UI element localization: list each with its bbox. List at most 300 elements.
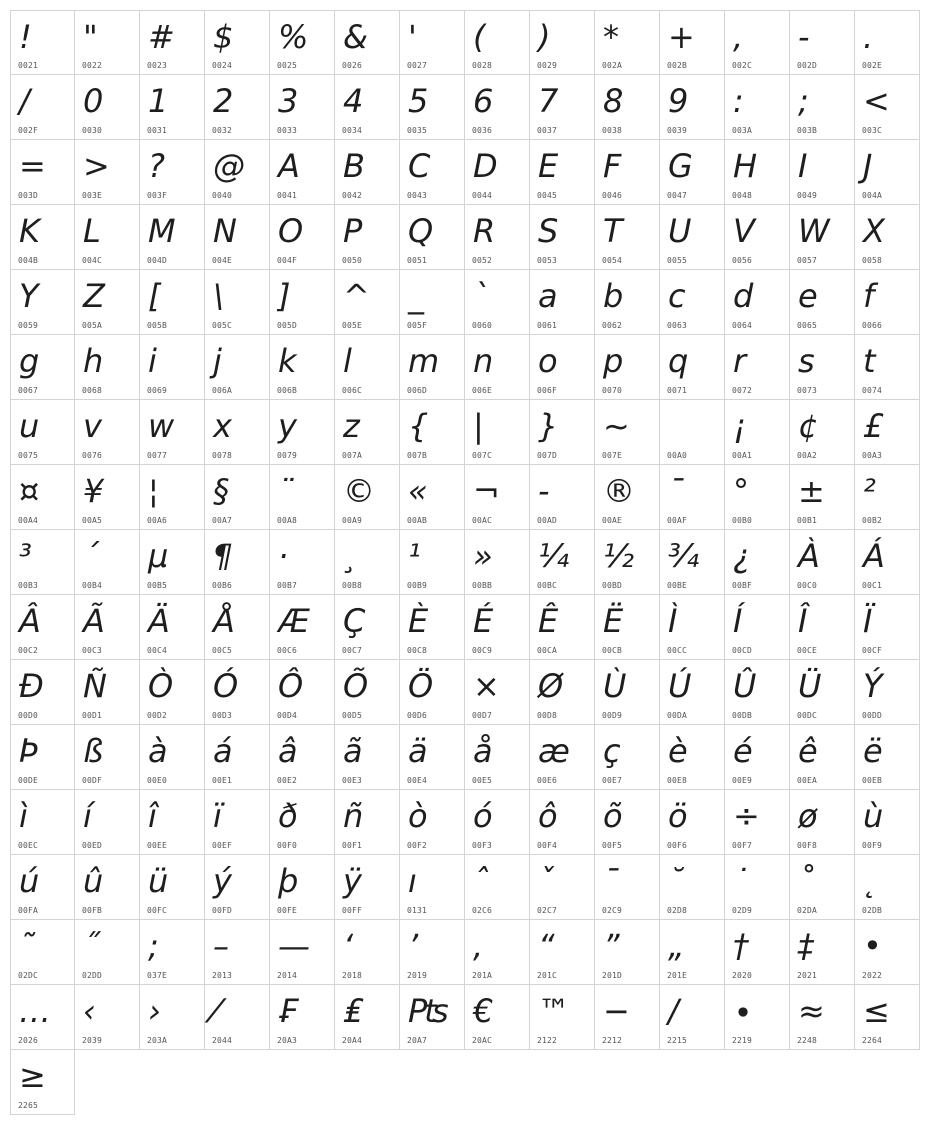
glyph-cell: [790, 205, 855, 270]
glyph-char: S: [538, 212, 559, 250]
glyph-cell: [790, 855, 855, 920]
glyph-char: Z: [83, 277, 105, 315]
glyph-cell: [270, 790, 335, 855]
glyph-cell: [660, 400, 725, 465]
glyph-cell: [335, 530, 400, 595]
glyph-codepoint: 00D6: [407, 711, 428, 720]
glyph-char: Ñ: [83, 667, 107, 705]
glyph-cell: [205, 75, 270, 140]
glyph-char: ¤: [19, 472, 40, 510]
glyph-cell: [10, 465, 75, 530]
glyph-char: ’: [408, 927, 419, 965]
glyph-cell: [725, 660, 790, 725]
glyph-codepoint: 00F8: [797, 841, 818, 850]
glyph-char: ˇ: [538, 862, 554, 900]
glyph-codepoint: 002A: [602, 61, 623, 70]
glyph-cell: [75, 595, 140, 660]
glyph-cell: [595, 985, 660, 1050]
glyph-codepoint: 00C7: [342, 646, 363, 655]
glyph-char: H: [733, 147, 758, 185]
glyph-codepoint: 00B9: [407, 581, 428, 590]
glyph-char: ;: [798, 82, 809, 120]
glyph-codepoint: 0056: [732, 256, 753, 265]
glyph-char: ò: [408, 797, 428, 835]
glyph-char: -: [798, 18, 810, 56]
glyph-codepoint: 0043: [407, 191, 428, 200]
glyph-char: D: [473, 147, 498, 185]
glyph-char: Q: [408, 212, 434, 250]
glyph-cell: [75, 335, 140, 400]
glyph-cell: [75, 10, 140, 75]
glyph-char: î: [148, 797, 157, 835]
glyph-char: Ç: [343, 602, 366, 640]
glyph-char: ˝: [83, 927, 99, 965]
glyph-codepoint: 00AC: [472, 516, 493, 525]
glyph-char: ¾: [668, 537, 700, 575]
glyph-char: +: [668, 18, 695, 56]
glyph-cell: [400, 790, 465, 855]
glyph-cell: [465, 335, 530, 400]
glyph-codepoint: 0040: [212, 191, 233, 200]
glyph-char: ˘: [668, 862, 684, 900]
glyph-char: Ê: [538, 602, 559, 640]
glyph-codepoint: 0050: [342, 256, 363, 265]
glyph-cell: [530, 725, 595, 790]
glyph-cell: [660, 205, 725, 270]
glyph-char: ≈: [798, 992, 825, 1030]
glyph-codepoint: 005E: [342, 321, 363, 330]
glyph-char: »: [473, 537, 493, 575]
glyph-char: O: [278, 212, 304, 250]
glyph-cell: [660, 465, 725, 530]
glyph-codepoint: 2039: [82, 1036, 103, 1045]
glyph-codepoint: 00A9: [342, 516, 363, 525]
glyph-char: à: [148, 732, 168, 770]
glyph-codepoint: 00B0: [732, 516, 753, 525]
glyph-cell: [595, 855, 660, 920]
glyph-cell: [660, 660, 725, 725]
glyph-char: å: [473, 732, 493, 770]
glyph-char: #: [148, 18, 175, 56]
glyph-char: a: [538, 277, 558, 315]
glyph-char: ): [538, 18, 551, 56]
glyph-cell: [725, 790, 790, 855]
glyph-codepoint: 02D9: [732, 906, 753, 915]
glyph-char: ‹: [83, 992, 96, 1030]
glyph-cell: [140, 335, 205, 400]
glyph-cell: [205, 205, 270, 270]
glyph-cell: [465, 660, 530, 725]
glyph-codepoint: 002D: [797, 61, 818, 70]
glyph-codepoint: 00DC: [797, 711, 818, 720]
glyph-cell: [10, 985, 75, 1050]
glyph-char: ñ: [343, 797, 364, 835]
glyph-char: …: [19, 992, 51, 1030]
glyph-cell: [140, 985, 205, 1050]
glyph-codepoint: 0061: [537, 321, 558, 330]
glyph-cell: [205, 790, 270, 855]
glyph-codepoint: 0053: [537, 256, 558, 265]
glyph-codepoint: 00E3: [342, 776, 363, 785]
glyph-codepoint: 00B4: [82, 581, 103, 590]
glyph-char: 4: [343, 82, 364, 120]
glyph-char: 9: [668, 82, 689, 120]
glyph-cell: [660, 920, 725, 985]
glyph-cell: [660, 10, 725, 75]
glyph-char: ˙: [733, 862, 749, 900]
glyph-cell: [400, 920, 465, 985]
glyph-cell: [140, 725, 205, 790]
glyph-codepoint: 002F: [18, 126, 39, 135]
glyph-codepoint: 00C5: [212, 646, 233, 655]
glyph-cell: [530, 335, 595, 400]
glyph-cell: [400, 75, 465, 140]
glyph-cell: [660, 335, 725, 400]
glyph-codepoint: 00FE: [277, 906, 298, 915]
glyph-codepoint: 0075: [18, 451, 39, 460]
glyph-codepoint: 00E1: [212, 776, 233, 785]
glyph-char: m: [408, 342, 440, 380]
glyph-cell: [855, 140, 920, 205]
glyph-char: 2: [213, 82, 234, 120]
glyph-codepoint: 00EC: [18, 841, 39, 850]
glyph-codepoint: 00F3: [472, 841, 493, 850]
glyph-codepoint: 2014: [277, 971, 298, 980]
glyph-cell: [10, 790, 75, 855]
glyph-codepoint: 2021: [797, 971, 818, 980]
glyph-codepoint: 20AC: [472, 1036, 493, 1045]
glyph-codepoint: 00B2: [862, 516, 883, 525]
glyph-cell: [595, 140, 660, 205]
glyph-char: ü: [148, 862, 169, 900]
glyph-char: Â: [19, 602, 41, 640]
glyph-char: §: [213, 472, 229, 510]
glyph-codepoint: 0022: [82, 61, 103, 70]
glyph-codepoint: 006A: [212, 386, 233, 395]
glyph-codepoint: 00B8: [342, 581, 363, 590]
glyph-cell: [855, 530, 920, 595]
glyph-cell: [855, 10, 920, 75]
glyph-codepoint: 0033: [277, 126, 298, 135]
glyph-codepoint: 006B: [277, 386, 298, 395]
glyph-char: h: [83, 342, 104, 380]
glyph-char: Ô: [278, 667, 304, 705]
glyph-cell: [465, 465, 530, 530]
glyph-cell: [75, 205, 140, 270]
glyph-char: Ã: [83, 602, 105, 640]
glyph-cell: [335, 725, 400, 790]
glyph-codepoint: 006E: [472, 386, 493, 395]
glyph-codepoint: 00C0: [797, 581, 818, 590]
glyph-codepoint: 0030: [82, 126, 103, 135]
glyph-codepoint: 00FF: [342, 906, 363, 915]
glyph-codepoint: 00AE: [602, 516, 623, 525]
glyph-char: p: [603, 342, 624, 380]
glyph-char: s: [798, 342, 815, 380]
glyph-codepoint: 00F7: [732, 841, 753, 850]
glyph-codepoint: 00ED: [82, 841, 103, 850]
glyph-cell: [75, 660, 140, 725]
glyph-codepoint: 0042: [342, 191, 363, 200]
glyph-codepoint: 02D8: [667, 906, 688, 915]
glyph-cell: [10, 335, 75, 400]
glyph-cell: [335, 985, 400, 1050]
glyph-cell: [140, 75, 205, 140]
glyph-char: o: [538, 342, 558, 380]
glyph-char: y: [278, 407, 297, 445]
glyph-codepoint: 003B: [797, 126, 818, 135]
glyph-cell: [400, 400, 465, 465]
glyph-cell: [855, 270, 920, 335]
glyph-char: −: [603, 992, 630, 1030]
glyph-codepoint: 00D0: [18, 711, 39, 720]
glyph-codepoint: 00DA: [667, 711, 688, 720]
glyph-char: *: [603, 18, 619, 56]
glyph-cell: [465, 270, 530, 335]
glyph-char: ~: [603, 407, 630, 445]
glyph-codepoint: 006C: [342, 386, 363, 395]
glyph-char: É: [473, 602, 494, 640]
glyph-cell: [530, 530, 595, 595]
glyph-char: ù: [863, 797, 884, 835]
glyph-cell: [335, 140, 400, 205]
glyph-cell: [335, 335, 400, 400]
glyph-char: j: [213, 342, 222, 380]
glyph-codepoint: 00A0: [667, 451, 688, 460]
glyph-cell: [335, 790, 400, 855]
glyph-codepoint: 00A3: [862, 451, 883, 460]
glyph-char: ô: [538, 797, 558, 835]
glyph-cell: [205, 855, 270, 920]
glyph-codepoint: 02C9: [602, 906, 623, 915]
glyph-codepoint: 005F: [407, 321, 428, 330]
glyph-char: ^: [343, 277, 370, 315]
glyph-codepoint: 00C6: [277, 646, 298, 655]
glyph-char: \: [213, 277, 224, 315]
glyph-char: =: [19, 147, 46, 185]
glyph-char: Õ: [343, 667, 369, 705]
glyph-char: G: [668, 147, 693, 185]
glyph-cell: [465, 10, 530, 75]
glyph-cell: [400, 140, 465, 205]
glyph-codepoint: 00EE: [147, 841, 168, 850]
glyph-codepoint: 0036: [472, 126, 493, 135]
glyph-char: â: [278, 732, 298, 770]
glyph-char: á: [213, 732, 233, 770]
glyph-cell: [335, 205, 400, 270]
glyph-codepoint: 0071: [667, 386, 688, 395]
glyph-char: ∙: [733, 992, 754, 1030]
glyph-cell: [855, 205, 920, 270]
glyph-char: “: [538, 927, 555, 965]
glyph-cell: [725, 205, 790, 270]
glyph-cell: [10, 660, 75, 725]
glyph-codepoint: 0028: [472, 61, 493, 70]
glyph-codepoint: 2022: [862, 971, 883, 980]
glyph-codepoint: 02C6: [472, 906, 493, 915]
glyph-char: û: [83, 862, 104, 900]
glyph-codepoint: 201D: [602, 971, 623, 980]
glyph-char: ™: [538, 992, 570, 1030]
glyph-cell: [855, 660, 920, 725]
glyph-cell: [205, 465, 270, 530]
glyph-cell: [660, 75, 725, 140]
glyph-cell: [725, 400, 790, 465]
glyph-char: k: [278, 342, 297, 380]
glyph-char: F: [603, 147, 622, 185]
glyph-cell: [10, 530, 75, 595]
glyph-char: ²: [863, 472, 876, 510]
glyph-char: ¬: [473, 472, 500, 510]
glyph-char: ì: [19, 797, 28, 835]
glyph-cell: [205, 985, 270, 1050]
glyph-char: ˛: [863, 862, 879, 900]
glyph-codepoint: 037E: [147, 971, 168, 980]
glyph-char: [: [148, 277, 161, 315]
glyph-cell: [790, 140, 855, 205]
glyph-codepoint: 0070: [602, 386, 623, 395]
glyph-cell: [400, 270, 465, 335]
glyph-grid: [10, 10, 920, 1115]
glyph-cell: [855, 725, 920, 790]
glyph-cell: [75, 985, 140, 1050]
glyph-char: ¿: [733, 537, 750, 575]
glyph-cell: [855, 465, 920, 530]
glyph-codepoint: 00F6: [667, 841, 688, 850]
glyph-char: >: [83, 147, 110, 185]
glyph-codepoint: 00E6: [537, 776, 558, 785]
glyph-codepoint: 0072: [732, 386, 753, 395]
glyph-cell: [660, 985, 725, 1050]
glyph-codepoint: 0054: [602, 256, 623, 265]
glyph-char: ú: [19, 862, 40, 900]
glyph-char: í: [83, 797, 92, 835]
glyph-cell: [75, 465, 140, 530]
glyph-codepoint: 0047: [667, 191, 688, 200]
glyph-cell: [595, 790, 660, 855]
glyph-char: <: [863, 82, 890, 120]
glyph-cell: [205, 10, 270, 75]
glyph-cell: [790, 75, 855, 140]
glyph-char: Ò: [148, 667, 174, 705]
glyph-codepoint: 0023: [147, 61, 168, 70]
glyph-cell: [530, 920, 595, 985]
glyph-codepoint: 0077: [147, 451, 168, 460]
glyph-codepoint: 00A2: [797, 451, 818, 460]
glyph-char: þ: [278, 862, 299, 900]
glyph-char: ³: [19, 537, 32, 575]
glyph-cell: [855, 400, 920, 465]
glyph-char: —: [278, 927, 310, 965]
glyph-cell: [270, 855, 335, 920]
glyph-cell: [530, 790, 595, 855]
glyph-codepoint: 0065: [797, 321, 818, 330]
glyph-cell: [530, 660, 595, 725]
glyph-char: ]: [278, 277, 291, 315]
glyph-cell: [530, 10, 595, 75]
glyph-cell: [530, 465, 595, 530]
glyph-char: ∕: [668, 992, 679, 1030]
glyph-char: Ù: [603, 667, 627, 705]
glyph-cell: [660, 725, 725, 790]
glyph-codepoint: 0052: [472, 256, 493, 265]
glyph-codepoint: 00A5: [82, 516, 103, 525]
glyph-cell: [465, 140, 530, 205]
glyph-codepoint: 2219: [732, 1036, 753, 1045]
glyph-char: Þ: [19, 732, 39, 770]
glyph-char: ›: [148, 992, 161, 1030]
glyph-char: Ë: [603, 602, 624, 640]
glyph-codepoint: 003F: [147, 191, 168, 200]
glyph-cell: [400, 855, 465, 920]
glyph-codepoint: 2215: [667, 1036, 688, 1045]
glyph-codepoint: 00C9: [472, 646, 493, 655]
glyph-cell: [140, 920, 205, 985]
glyph-char: J: [863, 147, 873, 185]
glyph-cell: [465, 985, 530, 1050]
glyph-codepoint: 003E: [82, 191, 103, 200]
glyph-char: „: [668, 927, 685, 965]
glyph-cell: [660, 595, 725, 660]
glyph-codepoint: 00DD: [862, 711, 883, 720]
glyph-char: õ: [603, 797, 623, 835]
glyph-char: ½: [603, 537, 635, 575]
glyph-char: I: [798, 147, 808, 185]
glyph-cell: [725, 985, 790, 1050]
glyph-codepoint: 0024: [212, 61, 233, 70]
glyph-codepoint: 003D: [18, 191, 39, 200]
glyph-cell: [530, 595, 595, 660]
glyph-cell: [75, 725, 140, 790]
glyph-char: ‡: [798, 927, 814, 965]
glyph-char: ð: [278, 797, 298, 835]
glyph-char: l: [343, 342, 352, 380]
glyph-char: 0: [83, 82, 104, 120]
glyph-codepoint: 00F1: [342, 841, 363, 850]
glyph-cell: [140, 10, 205, 75]
glyph-cell: [400, 530, 465, 595]
glyph-codepoint: 201C: [537, 971, 558, 980]
glyph-cell: [335, 595, 400, 660]
glyph-char: ˚: [798, 862, 814, 900]
glyph-codepoint: 00CF: [862, 646, 883, 655]
glyph-codepoint: 005D: [277, 321, 298, 330]
glyph-codepoint: 00D1: [82, 711, 103, 720]
glyph-char: ×: [473, 667, 500, 705]
glyph-cell: [205, 335, 270, 400]
glyph-char: ê: [798, 732, 818, 770]
glyph-cell: [400, 660, 465, 725]
glyph-cell: [725, 270, 790, 335]
glyph-cell: [75, 400, 140, 465]
glyph-codepoint: 0035: [407, 126, 428, 135]
glyph-cell: [530, 855, 595, 920]
glyph-cell: [400, 725, 465, 790]
glyph-char: %: [278, 18, 309, 56]
glyph-codepoint: 00C4: [147, 646, 168, 655]
glyph-char: ö: [668, 797, 688, 835]
glyph-codepoint: 0025: [277, 61, 298, 70]
glyph-cell: [855, 920, 920, 985]
glyph-cell: [335, 75, 400, 140]
glyph-cell: [725, 140, 790, 205]
glyph-codepoint: 00E0: [147, 776, 168, 785]
glyph-char: Å: [213, 602, 235, 640]
glyph-char: †: [733, 927, 749, 965]
glyph-codepoint: 00D4: [277, 711, 298, 720]
glyph-char: ₧: [408, 992, 449, 1030]
glyph-cell: [270, 920, 335, 985]
